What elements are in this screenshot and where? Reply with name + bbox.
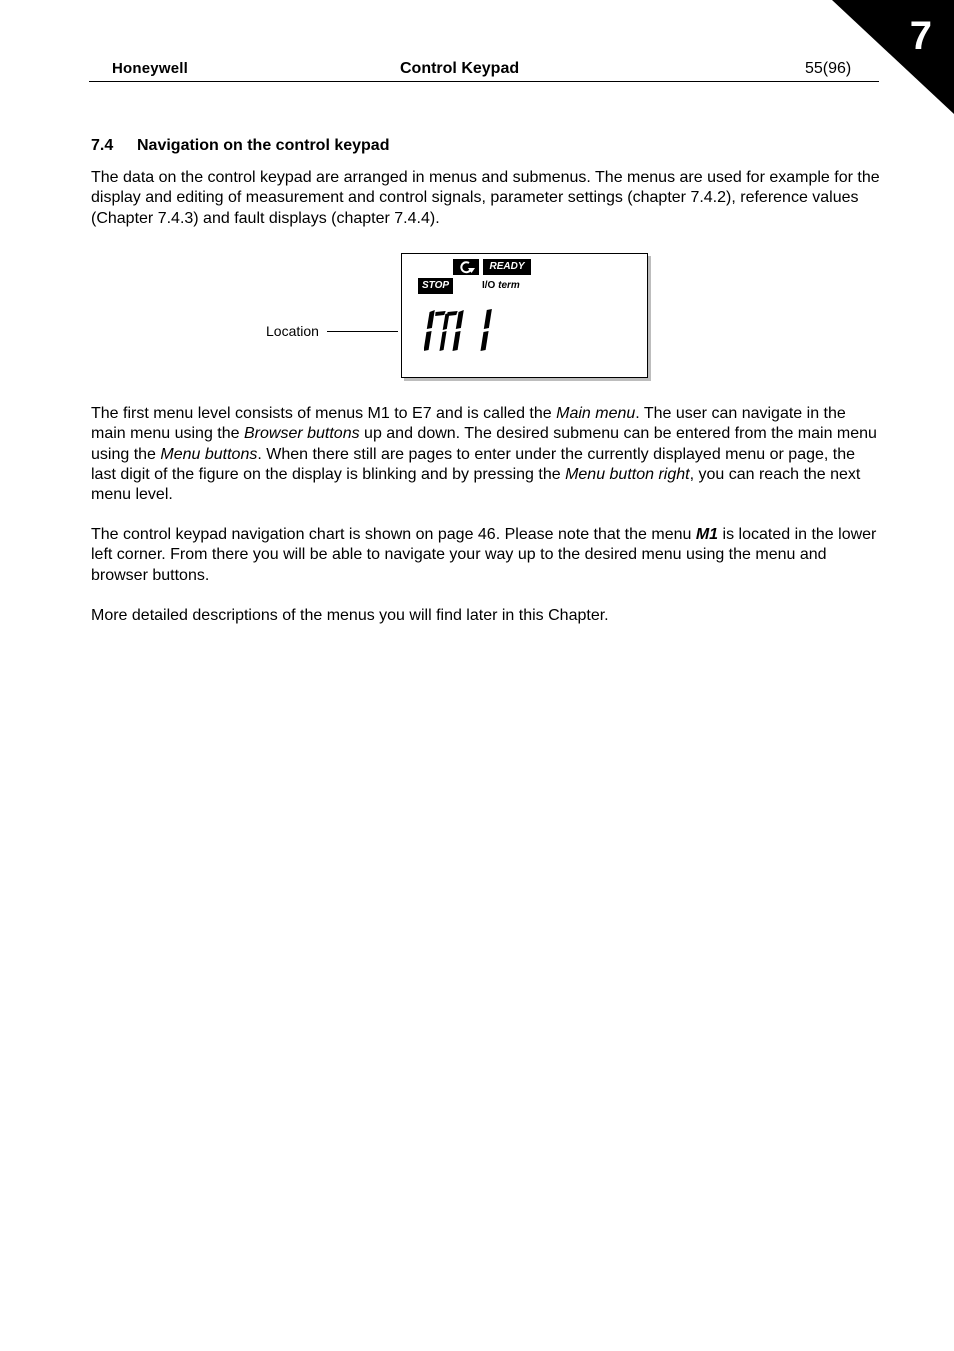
section-number: 7.4 (91, 137, 114, 154)
text-run: . When there still are pages to enter under the currently displayed menu or page, the last digit of the figure on the display is blinking and by pressing the (91, 445, 856, 483)
rotation-indicator (453, 259, 479, 275)
paragraph-navigation-chart (91, 525, 881, 586)
text-run: , you can reach the next menu level. (91, 465, 861, 504)
brand-logo: Honeywell (112, 60, 188, 77)
paragraph-main-menu (91, 404, 881, 505)
paragraph-more-details: More detailed descriptions of the menus you will find later in this Chapter. (91, 607, 609, 624)
text-run: up and down. The desired submenu can be entered from the main menu using the (91, 425, 877, 463)
header-title: Control Keypad (400, 60, 520, 77)
text-run: is located in the lower left corner. From there you will be able to navigate your way up to the desired menu using the menu and browser buttons. (91, 526, 877, 584)
stop-status-badge: STOP (418, 278, 453, 294)
text-run: . The user can navigate in the main menu using the (91, 405, 846, 443)
ready-status-badge: READY (483, 259, 531, 275)
emphasis-menu-button-right: Menu button right (565, 465, 690, 483)
figure-leader-line (327, 331, 398, 332)
figure-location-label: Location (266, 323, 319, 339)
chapter-number: 7 (909, 14, 932, 58)
chapter-tab (832, 0, 954, 114)
emphasis-main-menu: Main menu (556, 405, 636, 422)
section-title: Navigation on the control keypad (137, 137, 390, 154)
location-code-segment-display (424, 308, 504, 354)
text-run: The control keypad navigation chart is shown on page 46. Please note that the menu (91, 526, 696, 543)
rotation-arrow-icon (453, 259, 479, 275)
control-source-term: term (498, 280, 520, 291)
keypad-lcd-display (401, 253, 648, 378)
section-heading (91, 137, 389, 155)
control-source-indicator (482, 280, 520, 291)
emphasis-browser-buttons: Browser buttons (243, 425, 360, 443)
text-run: The first menu level consists of menus M1 to E7 and is called the (91, 405, 557, 422)
control-source-io: I/O (482, 280, 496, 291)
paragraph-intro: The data on the control keypad are arranged in menus and submenus. The menus are used for example for the display and editing of measurement and control signals, parameter settings (chapter 7.4.2), reference values (Chapter 7.4.3) and fault displays (chapter 7.4.4). (91, 169, 880, 227)
emphasis-m1: M1 (695, 526, 719, 543)
emphasis-menu-buttons: Menu buttons (160, 445, 258, 463)
page-number: 55(96) (805, 60, 852, 77)
page-header (89, 60, 879, 82)
